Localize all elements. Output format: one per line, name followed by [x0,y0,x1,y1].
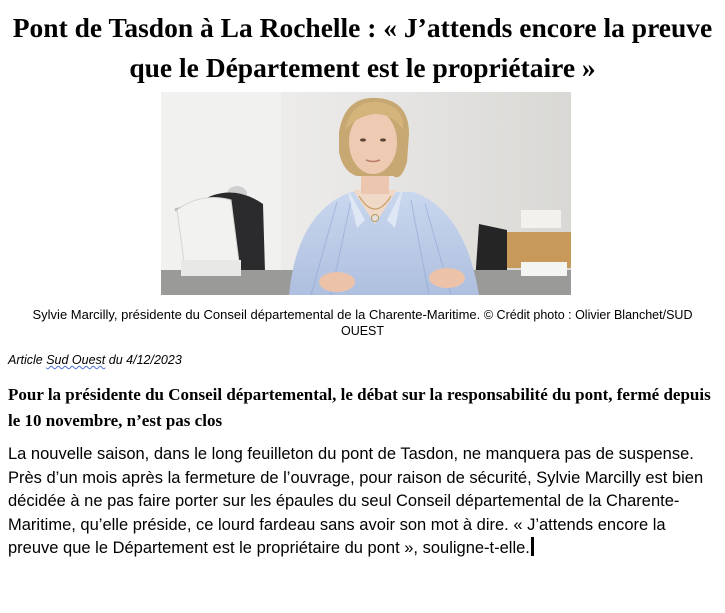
article-meta [8,352,182,368]
meta-date: du 4/12/2023 [108,353,182,367]
article-photo [161,92,571,295]
meta-source: Sud Ouest [46,353,106,367]
meta-prefix: Article [8,353,43,367]
text-cursor [531,537,534,556]
article-body-paragraph[interactable] [8,443,720,561]
body-text: La nouvelle saison, dans le long feuilleton du pont de Tasdon, ne manquera pas de suspense. Près d’un mois après la fermeture de l’ouvrage, pour raison de sécurité, Sylvie Marcilly est bien décidée à ne pas faire porter sur les épaules du seul Conseil départemental de la Charente-Maritime, qu’elle préside, ce lourd fardeau sans avoir son mot à dire. « J’attends encore la preuve que le Département est le propriétaire du pont », souligne-t-elle. [8,445,704,557]
photo-credit: © Crédit photo : Olivier Blanchet/SUD OUEST [340,308,693,338]
article-title: Pont de Tasdon à La Rochelle : « J’attends encore la preuve que le Département est le propriétaire » [12,12,713,83]
caption-text: Sylvie Marcilly, présidente du Conseil départemental de la Charente-Maritime. [32,307,481,322]
article-lead: Pour la présidente du Conseil départemental, le débat sur la responsabilité du pont, fermé depuis le 10 novembre, n’est pas clos [8,385,711,430]
portrait-image [161,92,571,295]
photo-caption [20,307,705,339]
